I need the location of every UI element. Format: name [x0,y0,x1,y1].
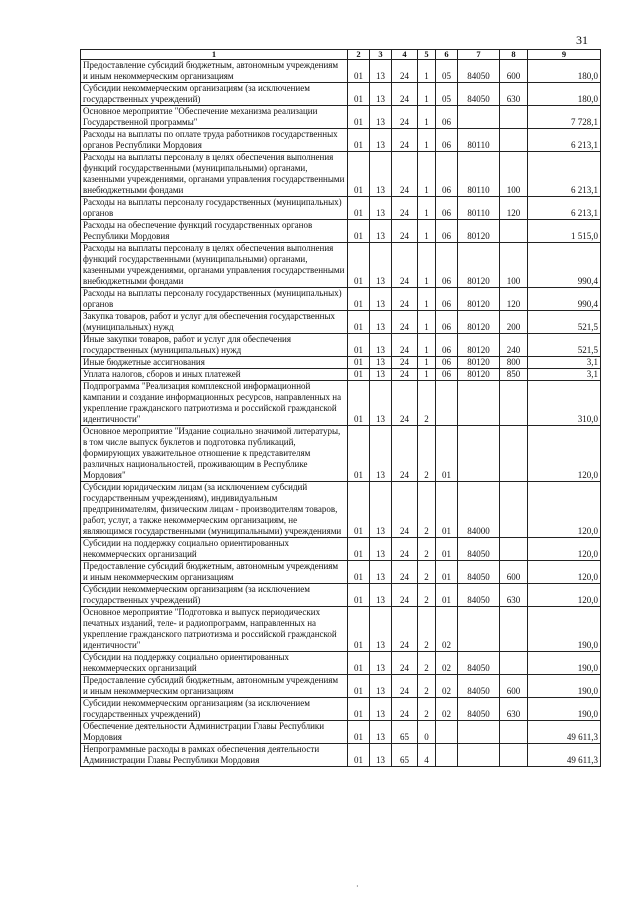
row-name: Расходы на выплаты по оплате труда работников государственных органов Республики Мордовия [81,129,348,152]
row-code-c7: 80120 [458,220,500,243]
row-code-c8 [500,381,528,426]
row-sum: 3,1 [528,369,601,381]
row-name: Субсидии некоммерческим организациям (за исключением государственных учреждений) [81,698,348,721]
row-name: Иные закупки товаров, работ и услуг для обеспечения государственных (муниципальных) нужд [81,334,348,357]
row-code-c3: 13 [370,106,392,129]
row-code-c3: 13 [370,152,392,197]
row-code-c8 [500,721,528,744]
row-code-c5: 2 [418,426,436,482]
row-code-c8 [500,129,528,152]
row-code-c6: 01 [436,561,458,584]
row-code-c3: 13 [370,584,392,607]
row-code-c6: 06 [436,197,458,220]
row-code-c5: 0 [418,721,436,744]
row-code-c2: 01 [348,538,370,561]
table-row [81,607,601,652]
row-code-c6: 06 [436,220,458,243]
row-name: Предоставление субсидий бюджетным, автономным учреждениям и иным некоммерческим организациям [81,60,348,83]
row-code-c6: 06 [436,369,458,381]
row-code-c8: 850 [500,369,528,381]
row-code-c2: 01 [348,652,370,675]
col-header: 9 [528,50,601,60]
row-code-c4: 24 [392,60,418,83]
row-code-c6 [436,744,458,767]
row-code-c3: 13 [370,83,392,106]
header-row [81,50,601,60]
row-code-c5: 2 [418,538,436,561]
row-code-c3: 13 [370,129,392,152]
row-code-c7: 80120 [458,357,500,369]
table-row [81,482,601,538]
row-code-c3: 13 [370,652,392,675]
table-row [81,744,601,767]
row-code-c4: 24 [392,357,418,369]
row-code-c6: 06 [436,311,458,334]
row-code-c6 [436,381,458,426]
table-row [81,538,601,561]
row-code-c8 [500,220,528,243]
row-code-c5: 2 [418,381,436,426]
row-sum: 120,0 [528,561,601,584]
row-name: Непрограммные расходы в рамках обеспечения деятельности Администрации Главы Республики Мордовия [81,744,348,767]
table-row [81,288,601,311]
table-row [81,698,601,721]
row-code-c8 [500,607,528,652]
scan-mark: · [356,882,359,891]
row-code-c4: 24 [392,334,418,357]
row-code-c5: 1 [418,311,436,334]
row-name: Расходы на обеспечение функций государственных органов Республики Мордовия [81,220,348,243]
row-name: Субсидии юридическим лицам (за исключением субсидий государственным учреждениям), индивидуальным предпринимателям, физическим лицам - производителям товаров, работ, услуг, а также некоммерческим организациям, не являющимся государственными (муниципальными) учреждениями [81,482,348,538]
table-row [81,675,601,698]
row-code-c5: 4 [418,744,436,767]
col-header: 8 [500,50,528,60]
row-code-c3: 13 [370,369,392,381]
row-code-c7: 80110 [458,129,500,152]
row-sum: 190,0 [528,652,601,675]
row-code-c6: 01 [436,584,458,607]
row-code-c7: 84050 [458,561,500,584]
row-name: Основное мероприятие "Обеспечение механизма реализации Государственной программы" [81,106,348,129]
row-code-c8: 600 [500,561,528,584]
row-code-c7: 84000 [458,482,500,538]
row-code-c5: 2 [418,675,436,698]
row-code-c8 [500,538,528,561]
row-code-c4: 24 [392,152,418,197]
row-name: Расходы на выплаты персоналу государственных (муниципальных) органов [81,288,348,311]
row-sum: 120,0 [528,426,601,482]
row-name: Расходы на выплаты персоналу в целях обеспечения выполнения функций государственными (муниципальными) органами, казенными учреждениями, органами управления государственными внебюджетными фондами [81,152,348,197]
row-code-c8 [500,652,528,675]
row-sum: 49 611,3 [528,744,601,767]
row-code-c4: 65 [392,744,418,767]
row-code-c4: 24 [392,243,418,288]
budget-table [80,49,601,767]
row-code-c6: 06 [436,106,458,129]
row-code-c2: 01 [348,584,370,607]
row-code-c6: 06 [436,357,458,369]
page-number: 31 [576,33,588,47]
row-sum: 990,4 [528,288,601,311]
row-code-c2: 01 [348,152,370,197]
row-code-c2: 01 [348,607,370,652]
row-code-c7 [458,106,500,129]
row-code-c2: 01 [348,334,370,357]
row-code-c6: 05 [436,60,458,83]
row-code-c5: 1 [418,357,436,369]
row-sum: 6 213,1 [528,197,601,220]
row-code-c3: 13 [370,288,392,311]
row-code-c8: 120 [500,288,528,311]
row-code-c6: 02 [436,675,458,698]
row-code-c7: 80120 [458,334,500,357]
row-sum: 990,4 [528,243,601,288]
row-name: Предоставление субсидий бюджетным, автономным учреждениям и иным некоммерческим организациям [81,675,348,698]
row-code-c6: 01 [436,426,458,482]
row-code-c5: 2 [418,561,436,584]
row-code-c8: 100 [500,152,528,197]
col-header: 6 [436,50,458,60]
row-code-c5: 2 [418,607,436,652]
row-code-c8: 120 [500,197,528,220]
row-code-c4: 24 [392,538,418,561]
row-code-c2: 01 [348,83,370,106]
row-code-c3: 13 [370,482,392,538]
row-code-c4: 24 [392,675,418,698]
row-code-c4: 24 [392,698,418,721]
table-row [81,129,601,152]
row-code-c2: 01 [348,561,370,584]
row-code-c3: 13 [370,357,392,369]
col-header: 4 [392,50,418,60]
row-code-c7 [458,381,500,426]
row-code-c4: 65 [392,721,418,744]
row-code-c2: 01 [348,426,370,482]
row-sum: 180,0 [528,83,601,106]
row-sum: 190,0 [528,675,601,698]
row-code-c7: 84050 [458,698,500,721]
table-row [81,220,601,243]
row-code-c8: 630 [500,83,528,106]
table-row [81,584,601,607]
row-sum: 120,0 [528,482,601,538]
table-row [81,652,601,675]
row-code-c2: 01 [348,357,370,369]
row-code-c7 [458,744,500,767]
table-row [81,369,601,381]
row-code-c4: 24 [392,288,418,311]
row-code-c4: 24 [392,381,418,426]
row-code-c6: 02 [436,607,458,652]
row-code-c8 [500,744,528,767]
row-code-c2: 01 [348,60,370,83]
row-code-c2: 01 [348,197,370,220]
row-code-c7 [458,607,500,652]
row-code-c5: 1 [418,334,436,357]
row-code-c8: 240 [500,334,528,357]
row-code-c2: 01 [348,698,370,721]
row-code-c6 [436,721,458,744]
row-code-c5: 1 [418,369,436,381]
row-code-c8 [500,426,528,482]
row-code-c4: 24 [392,129,418,152]
row-name: Подпрограмма "Реализация комплексной информационной кампании и создание информационных ресурсов, направленных на укрепление гражданского патриотизма и российской гражданской идентичности" [81,381,348,426]
table-row [81,334,601,357]
row-code-c6: 01 [436,482,458,538]
row-sum: 1 515,0 [528,220,601,243]
row-sum: 120,0 [528,584,601,607]
row-code-c5: 2 [418,652,436,675]
row-code-c6: 06 [436,288,458,311]
row-code-c5: 1 [418,129,436,152]
row-name: Субсидии на поддержку социально ориентированных некоммерческих организаций [81,652,348,675]
row-name: Предоставление субсидий бюджетным, автономным учреждениям и иным некоммерческим организациям [81,561,348,584]
row-code-c3: 13 [370,698,392,721]
row-code-c3: 13 [370,60,392,83]
row-code-c3: 13 [370,197,392,220]
row-code-c8: 600 [500,60,528,83]
row-code-c2: 01 [348,675,370,698]
row-code-c2: 01 [348,220,370,243]
row-code-c5: 2 [418,698,436,721]
table-row [81,106,601,129]
row-code-c2: 01 [348,311,370,334]
row-name: Уплата налогов, сборов и иных платежей [81,369,348,381]
row-sum: 521,5 [528,311,601,334]
row-name: Расходы на выплаты персоналу государственных (муниципальных) органов [81,197,348,220]
row-code-c6: 02 [436,652,458,675]
row-name: Субсидии некоммерческим организациям (за исключением государственных учреждений) [81,584,348,607]
row-code-c8: 800 [500,357,528,369]
row-code-c4: 24 [392,607,418,652]
row-code-c4: 24 [392,369,418,381]
row-code-c5: 1 [418,152,436,197]
row-code-c4: 24 [392,106,418,129]
row-code-c2: 01 [348,744,370,767]
row-code-c7: 84050 [458,538,500,561]
row-sum: 3,1 [528,357,601,369]
table-row [81,721,601,744]
row-name: Субсидии некоммерческим организациям (за исключением государственных учреждений) [81,83,348,106]
row-code-c4: 24 [392,83,418,106]
row-code-c7: 84050 [458,584,500,607]
row-sum: 190,0 [528,607,601,652]
row-code-c6: 05 [436,83,458,106]
row-code-c5: 2 [418,482,436,538]
row-code-c5: 1 [418,243,436,288]
table-row [81,152,601,197]
row-code-c2: 01 [348,721,370,744]
row-code-c7: 84050 [458,675,500,698]
row-code-c2: 01 [348,243,370,288]
row-code-c3: 13 [370,381,392,426]
row-code-c3: 13 [370,675,392,698]
row-code-c3: 13 [370,311,392,334]
row-name: Обеспечение деятельности Администрации Главы Республики Мордовия [81,721,348,744]
row-code-c3: 13 [370,561,392,584]
row-code-c6: 06 [436,129,458,152]
row-code-c6: 06 [436,152,458,197]
row-code-c4: 24 [392,584,418,607]
table-row [81,561,601,584]
table-row [81,426,601,482]
row-code-c5: 1 [418,106,436,129]
row-code-c8: 100 [500,243,528,288]
table-row [81,243,601,288]
row-code-c2: 01 [348,129,370,152]
row-sum: 49 611,3 [528,721,601,744]
row-name: Основное мероприятие "Подготовка и выпуск периодических печатных изданий, теле- и радиопрограмм, направленных на укрепление гражданского патриотизма и российской гражданской идентичности" [81,607,348,652]
row-sum: 120,0 [528,538,601,561]
row-code-c3: 13 [370,220,392,243]
row-code-c8: 630 [500,698,528,721]
row-code-c5: 1 [418,288,436,311]
table-row [81,311,601,334]
row-code-c5: 1 [418,83,436,106]
row-code-c7 [458,426,500,482]
row-code-c4: 24 [392,561,418,584]
row-code-c2: 01 [348,381,370,426]
row-name: Иные бюджетные ассигнования [81,357,348,369]
table-row [81,60,601,83]
row-code-c7: 80120 [458,288,500,311]
row-code-c6: 01 [436,538,458,561]
row-sum: 310,0 [528,381,601,426]
row-code-c4: 24 [392,482,418,538]
row-name: Расходы на выплаты персоналу в целях обеспечения выполнения функций государственными (муниципальными) органами, казенными учреждениями, органами управления государственными внебюджетными фондами [81,243,348,288]
row-code-c7: 80120 [458,243,500,288]
row-code-c4: 24 [392,197,418,220]
row-code-c7: 80110 [458,152,500,197]
row-code-c7: 80120 [458,369,500,381]
col-header: 7 [458,50,500,60]
row-code-c5: 1 [418,220,436,243]
row-code-c8 [500,106,528,129]
row-code-c7: 80120 [458,311,500,334]
row-code-c7: 80110 [458,197,500,220]
row-code-c6: 06 [436,243,458,288]
table-row [81,83,601,106]
row-code-c8: 600 [500,675,528,698]
row-code-c3: 13 [370,243,392,288]
col-header: 2 [348,50,370,60]
row-code-c7: 84050 [458,652,500,675]
row-sum: 190,0 [528,698,601,721]
row-code-c8 [500,482,528,538]
row-code-c3: 13 [370,334,392,357]
row-code-c4: 24 [392,220,418,243]
row-code-c4: 24 [392,311,418,334]
row-code-c3: 13 [370,426,392,482]
row-code-c5: 1 [418,197,436,220]
row-code-c8: 630 [500,584,528,607]
row-code-c2: 01 [348,369,370,381]
col-header: 5 [418,50,436,60]
row-code-c7: 84050 [458,60,500,83]
col-header: 3 [370,50,392,60]
row-code-c3: 13 [370,721,392,744]
table-row [81,197,601,220]
row-sum: 6 213,1 [528,129,601,152]
row-name: Основное мероприятие "Издание социально значимой литературы, в том числе выпуск буклетов и подготовка публикаций, формирующих уважительное отношение к представителям различных национальностей, проживающим в Республике Мордовия" [81,426,348,482]
row-sum: 521,5 [528,334,601,357]
row-code-c2: 01 [348,288,370,311]
table-row [81,381,601,426]
row-code-c7: 84050 [458,83,500,106]
row-sum: 180,0 [528,60,601,83]
row-code-c3: 13 [370,538,392,561]
row-code-c6: 06 [436,334,458,357]
row-code-c3: 13 [370,607,392,652]
row-code-c6: 02 [436,698,458,721]
row-code-c2: 01 [348,106,370,129]
row-code-c8: 200 [500,311,528,334]
row-code-c4: 24 [392,426,418,482]
row-code-c7 [458,721,500,744]
row-sum: 6 213,1 [528,152,601,197]
row-name: Субсидии на поддержку социально ориентированных некоммерческих организаций [81,538,348,561]
row-code-c4: 24 [392,652,418,675]
table-row [81,357,601,369]
row-code-c5: 2 [418,584,436,607]
row-code-c3: 13 [370,744,392,767]
row-code-c5: 1 [418,60,436,83]
col-header: 1 [81,50,348,60]
row-name: Закупка товаров, работ и услуг для обеспечения государственных (муниципальных) нужд [81,311,348,334]
row-code-c2: 01 [348,482,370,538]
row-sum: 7 728,1 [528,106,601,129]
